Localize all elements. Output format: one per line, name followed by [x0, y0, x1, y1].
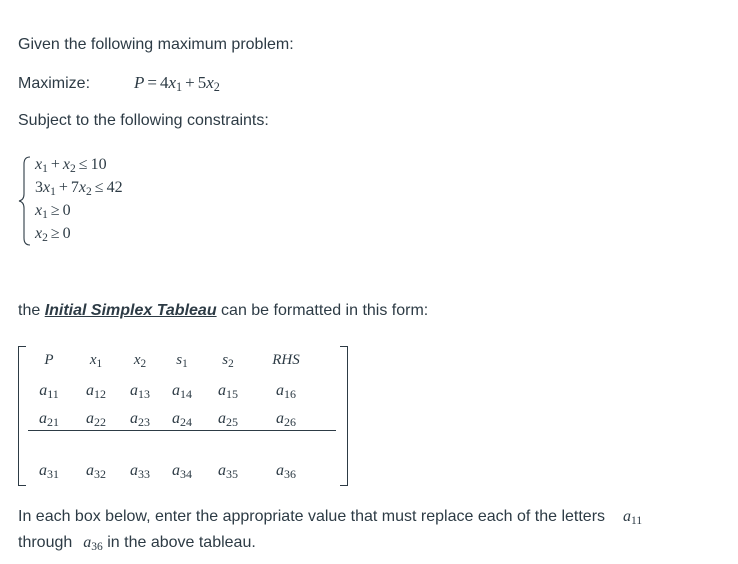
objective-function: $P = 4x_1 + 5x_2$ — [134, 73, 220, 95]
instruction-from-var: $a_{11}$ — [623, 508, 643, 527]
tableau-intro: the Initial Simplex Tableau can be formatted in this form: — [18, 302, 429, 319]
tableau-cell-a16: $a_{16}$ — [276, 382, 296, 401]
intro-text: Given the following maximum problem: — [18, 36, 294, 53]
tableau-header-x1: $x_1$ — [89, 352, 103, 370]
tableau-cell-a36: $a_{36}$ — [276, 462, 296, 481]
instruction-line-1: In each box below, enter the appropriate value that must replace each of the letters $a_{11}$ — [18, 508, 643, 527]
constraints-label: Subject to the following constraints: — [18, 112, 269, 129]
tableau-header-s2: $s_2$ — [222, 352, 234, 370]
tableau-cell-a22: $a_{22}$ — [86, 410, 106, 429]
tableau-cell-a14: $a_{14}$ — [172, 382, 192, 401]
initial-simplex-tableau-keyword: Initial Simplex Tableau — [44, 302, 217, 319]
tableau-cell-a33: $a_{33}$ — [130, 462, 150, 481]
tableau-header-s1: $s_1$ — [176, 352, 188, 370]
tableau-cell-a13: $a_{13}$ — [130, 382, 150, 401]
instruction-to-var: $a_{36}$ — [83, 534, 103, 553]
instruction-line-2: through $a_{36}$ in the above tableau. — [18, 534, 256, 553]
tableau-cell-a21: $a_{21}$ — [39, 410, 59, 429]
tableau-cell-a23: $a_{23}$ — [130, 410, 150, 429]
tableau-header-x2: $x_2$ — [133, 352, 147, 370]
nonneg-x2: $x_2 \ge 0$ — [35, 225, 71, 244]
left-brace-icon — [18, 156, 32, 246]
tableau-cell-a31: $a_{31}$ — [39, 462, 59, 481]
maximize-label: Maximize: — [18, 75, 91, 92]
tableau-header-rhs: RHS — [272, 352, 300, 368]
tableau-cell-a15: $a_{15}$ — [218, 382, 238, 401]
tableau-cell-a26: $a_{26}$ — [276, 410, 296, 429]
tableau-cell-a12: $a_{12}$ — [86, 382, 106, 401]
nonneg-x1: $x_1 \ge 0$ — [35, 202, 71, 221]
constraint-system — [18, 156, 178, 246]
constraint-2: $3x_1 + 7x_2 \le 42$ — [35, 179, 123, 198]
tableau-cell-a32: $a_{32}$ — [86, 462, 106, 481]
tableau-right-bracket — [340, 346, 348, 486]
tableau-cell-a11: $a_{11}$ — [39, 382, 59, 401]
constraint-1: $x_1 + x_2 \le 10$ — [35, 156, 107, 175]
simplex-tableau — [18, 346, 348, 484]
tableau-cell-a34: $a_{34}$ — [172, 462, 192, 481]
tableau-left-bracket — [18, 346, 26, 486]
tableau-cell-a35: $a_{35}$ — [218, 462, 238, 481]
tableau-divider — [28, 430, 336, 431]
tableau-header-p: P — [44, 352, 54, 368]
tableau-cell-a24: $a_{24}$ — [172, 410, 192, 429]
objective-line — [18, 73, 220, 93]
tableau-cell-a25: $a_{25}$ — [218, 410, 238, 429]
